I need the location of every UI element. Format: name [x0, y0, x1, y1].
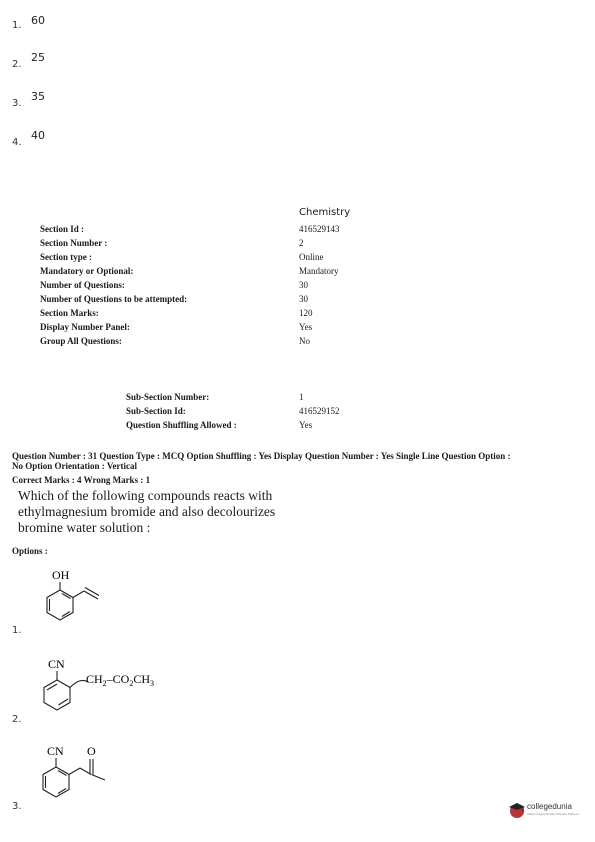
option-number: 3. [12, 801, 22, 812]
section-field-value: No [299, 336, 310, 346]
logo-name: collegedunia [527, 802, 572, 811]
collegedunia-logo [507, 800, 591, 822]
prev-option-value: 35 [31, 90, 45, 103]
question-meta-line: No Option Orientation : Vertical [12, 461, 137, 471]
subsection-field-value: 1 [299, 392, 304, 402]
question-marks: Correct Marks : 4 Wrong Marks : 1 [12, 475, 151, 485]
subsection-field-label: Sub-Section Number: [126, 392, 210, 402]
structure-label: CN [47, 744, 64, 758]
section-title: Chemistry [299, 207, 351, 218]
prev-option-number: 1. [12, 20, 22, 31]
section-field-label: Group All Questions: [40, 336, 122, 346]
subsection-field-label: Sub-Section Id: [126, 406, 186, 416]
structure-label: O [87, 744, 96, 758]
section-field-value: Mandatory [299, 266, 339, 276]
section-field-value: 30 [299, 294, 308, 304]
question-text: Which of the following compounds reacts with ethylmagnesium bromide and also decolourizes bromine water solution : [18, 488, 276, 535]
subsection-field-value: 416529152 [299, 406, 340, 416]
logo-tagline: India's largest Student Review Platform [527, 812, 580, 816]
prev-option-number: 2. [12, 59, 22, 70]
prev-option-value: 25 [31, 51, 45, 64]
section-field-label: Section type : [40, 252, 92, 262]
option-number: 1. [12, 625, 22, 636]
structure-label: OH [52, 568, 70, 582]
section-field-value: Yes [299, 322, 313, 332]
structure-substituent: $CH_2-CO_2CH_3$ [86, 672, 155, 688]
subsection-field-label: Question Shuffling Allowed : [126, 420, 237, 430]
section-field-value: Online [299, 252, 324, 262]
structure-label: CN [48, 657, 65, 671]
section-field-label: Section Id : [40, 224, 85, 234]
prev-option-number: 4. [12, 137, 22, 148]
question-meta-line: Question Number : 31 Question Type : MCQ Option Shuffling : Yes Display Question Number : Yes Single Line Question Option : [12, 451, 511, 461]
prev-option-number: 3. [12, 98, 22, 109]
section-field-label: Display Number Panel: [40, 322, 130, 332]
section-field-value: 2 [299, 238, 304, 248]
prev-option-value: 40 [31, 129, 45, 142]
section-field-value: 30 [299, 280, 308, 290]
section-field-value: 416529143 [299, 224, 340, 234]
section-field-label: Mandatory or Optional: [40, 266, 134, 276]
option-number: 2. [12, 714, 22, 725]
subsection-field-value: Yes [299, 420, 313, 430]
section-field-label: Number of Questions: [40, 280, 125, 290]
option-3-structure [28, 741, 138, 807]
option-2-structure [28, 655, 208, 721]
section-field-label: Number of Questions to be attempted: [40, 294, 188, 304]
section-field-label: Section Marks: [40, 308, 99, 318]
option-1-structure [28, 562, 128, 628]
section-field-label: Section Number : [40, 238, 108, 248]
section-field-value: 120 [299, 308, 313, 318]
graduate-cap-icon [507, 800, 527, 820]
options-label: Options : [12, 546, 48, 556]
prev-option-value: 60 [31, 14, 45, 27]
